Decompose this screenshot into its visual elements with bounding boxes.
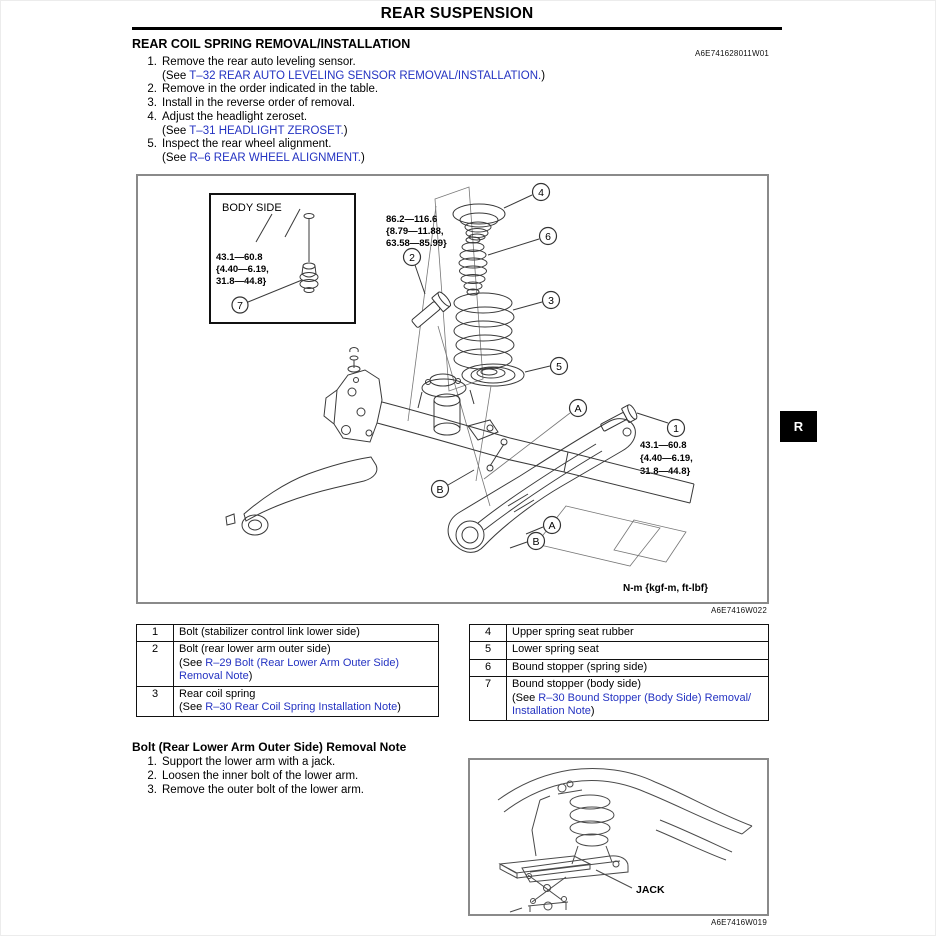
table-row bbox=[470, 677, 769, 721]
table-row bbox=[470, 642, 769, 659]
svg-text:3: 3 bbox=[548, 295, 554, 307]
text-line bbox=[162, 97, 355, 111]
svg-text:A: A bbox=[548, 520, 556, 532]
text-line bbox=[512, 661, 763, 674]
text-line bbox=[179, 657, 433, 670]
procedure-step bbox=[140, 111, 740, 138]
exploded-view-figure bbox=[136, 174, 769, 604]
cross-reference-link[interactable]: R–30 Rear Coil Spring Installation Note bbox=[205, 701, 398, 714]
parts-table-left bbox=[136, 624, 439, 717]
text-segment: Upper spring seat rubber bbox=[512, 626, 634, 638]
text-line bbox=[162, 111, 348, 125]
step-number: 5. bbox=[147, 138, 157, 151]
part-description-cell bbox=[507, 677, 769, 721]
part-description-cell bbox=[174, 642, 439, 686]
text-line bbox=[162, 125, 348, 139]
text-line bbox=[162, 152, 365, 166]
part-description-cell bbox=[174, 686, 439, 717]
step-number: 3. bbox=[147, 97, 157, 110]
part-number-cell: 5 bbox=[470, 642, 507, 659]
cross-reference-link[interactable]: R–29 Bolt (Rear Lower Arm Outer Side) bbox=[205, 656, 400, 669]
step-number: 2. bbox=[147, 83, 157, 96]
part-description-cell bbox=[174, 625, 439, 642]
procedure-step bbox=[140, 83, 740, 97]
text-line bbox=[179, 626, 433, 639]
part-description-cell bbox=[507, 659, 769, 676]
step-number: 1. bbox=[147, 56, 157, 68]
cross-reference-link[interactable]: T–31 HEADLIGHT ZEROSET. bbox=[189, 124, 344, 137]
step-number: 2. bbox=[147, 769, 157, 782]
title-rule bbox=[132, 27, 782, 30]
torque-body-side-line2: {4.40—6.19, bbox=[216, 264, 269, 275]
step-text: Remove the outer bolt of the lower arm. bbox=[162, 783, 364, 796]
text-segment: Inspect the rear wheel alignment. bbox=[162, 138, 332, 151]
torque-outer-bolt-line1: 43.1—60.8 bbox=[640, 440, 687, 451]
table-row bbox=[137, 686, 439, 717]
text-segment: (See bbox=[512, 691, 539, 704]
step-body bbox=[162, 111, 348, 138]
part-number-cell: 2 bbox=[137, 642, 174, 686]
parts-table-right bbox=[469, 624, 769, 721]
step-body bbox=[162, 97, 355, 111]
part-number-cell: 7 bbox=[470, 677, 507, 721]
section-tab-label: R bbox=[793, 419, 804, 434]
cross-reference-link[interactable]: T–32 REAR AUTO LEVELING SENSOR REMOVAL/INSTALLATION. bbox=[189, 69, 542, 82]
text-line bbox=[162, 56, 545, 70]
text-line bbox=[179, 670, 433, 683]
note-step bbox=[140, 784, 364, 798]
step-text: Loosen the inner bolt of the lower arm. bbox=[162, 769, 359, 782]
text-segment: (See bbox=[179, 656, 206, 669]
text-segment: ) bbox=[397, 701, 401, 714]
text-segment: (See bbox=[162, 151, 190, 164]
part-number-cell: 6 bbox=[470, 659, 507, 676]
outer-bolt bbox=[598, 403, 638, 434]
torque-upper-bolt-line2: {8.79—11.88, bbox=[386, 226, 444, 237]
text-segment: (See bbox=[162, 124, 190, 137]
text-line bbox=[512, 626, 763, 639]
cross-reference-link[interactable]: Installation Note bbox=[512, 705, 591, 718]
text-line bbox=[162, 83, 378, 97]
text-segment: Bound stopper (spring side) bbox=[512, 660, 648, 673]
text-segment: Bolt (rear lower arm outer side) bbox=[179, 643, 331, 656]
cross-reference-link[interactable]: R–6 REAR WHEEL ALIGNMENT. bbox=[189, 151, 361, 164]
text-line bbox=[179, 643, 433, 656]
suspension-structure bbox=[226, 348, 694, 553]
part-number-cell: 4 bbox=[470, 625, 507, 642]
svg-text:B: B bbox=[532, 536, 540, 548]
torque-body-side-line1: 43.1—60.8 bbox=[216, 252, 263, 263]
text-segment: ) bbox=[360, 151, 365, 164]
cross-reference-link[interactable]: Removal Note bbox=[179, 670, 249, 683]
page-title: REAR SUSPENSION bbox=[380, 5, 534, 22]
table-row bbox=[470, 659, 769, 676]
cross-reference-link[interactable]: R–30 Bound Stopper (Body Side) Removal/ bbox=[538, 691, 752, 704]
note-step bbox=[140, 770, 364, 784]
text-line bbox=[179, 701, 433, 714]
text-line bbox=[162, 138, 365, 152]
torque-upper-bolt-line3: 63.58—85.99} bbox=[386, 238, 447, 249]
part-number-cell: 1 bbox=[137, 625, 174, 642]
removal-note-heading: Bolt (Rear Lower Arm Outer Side) Removal Note bbox=[132, 740, 407, 754]
step-number: 1. bbox=[147, 756, 157, 768]
torque-body-side-line3: 31.8—44.8} bbox=[216, 276, 267, 287]
figure-code-jack: A6E7416W019 bbox=[710, 918, 767, 927]
jack-sketch bbox=[498, 769, 752, 913]
svg-text:A: A bbox=[574, 403, 582, 415]
text-line bbox=[512, 692, 763, 705]
text-segment: Adjust the headlight zeroset. bbox=[162, 110, 308, 123]
text-line bbox=[512, 678, 763, 691]
step-body bbox=[162, 56, 545, 83]
removal-note-steps bbox=[140, 756, 364, 798]
table-row bbox=[137, 642, 439, 686]
doc-code: A6E741628011W01 bbox=[694, 49, 769, 58]
svg-text:5: 5 bbox=[556, 361, 562, 373]
exploded-view-diagram bbox=[138, 176, 767, 602]
torque-outer-bolt-line2: {4.40—6.19, bbox=[640, 453, 693, 464]
torque-outer-bolt-line3: 31.8—44.8} bbox=[640, 466, 691, 477]
procedure-step bbox=[140, 138, 740, 165]
text-segment: (See bbox=[179, 701, 206, 714]
text-segment: (See bbox=[162, 69, 190, 82]
text-line bbox=[512, 705, 763, 718]
step-body bbox=[162, 138, 365, 165]
text-segment: ) bbox=[343, 124, 348, 137]
jack-label: JACK bbox=[636, 884, 665, 896]
svg-text:6: 6 bbox=[545, 231, 551, 243]
figure-code-main: A6E7416W022 bbox=[710, 606, 767, 615]
procedure-step bbox=[140, 56, 740, 83]
text-segment: ) bbox=[248, 670, 253, 683]
step-number: 4. bbox=[147, 110, 157, 123]
text-segment: Remove the rear auto leveling sensor. bbox=[162, 56, 356, 68]
part-number-cell: 3 bbox=[137, 686, 174, 717]
text-segment: Remove in the order indicated in the table. bbox=[162, 83, 379, 96]
procedure-steps bbox=[140, 56, 740, 166]
part-description-cell bbox=[507, 625, 769, 642]
text-line bbox=[162, 70, 545, 84]
section-heading: REAR COIL SPRING REMOVAL/INSTALLATION bbox=[132, 37, 411, 51]
text-segment: Bolt (stabilizer control link lower side) bbox=[179, 626, 360, 638]
body-side-label: BODY SIDE bbox=[222, 202, 282, 214]
jack-diagram bbox=[470, 760, 767, 914]
svg-text:2: 2 bbox=[409, 252, 415, 264]
text-segment: Rear coil spring bbox=[179, 687, 256, 700]
parts-tables bbox=[136, 624, 769, 721]
torque-upper-bolt-line1: 86.2—116.6 bbox=[386, 214, 438, 225]
table-row bbox=[137, 625, 439, 642]
text-line bbox=[512, 643, 763, 656]
step-text: Support the lower arm with a jack. bbox=[162, 756, 336, 768]
lower-arm-outer-bolt bbox=[409, 290, 453, 331]
part-description-cell bbox=[507, 642, 769, 659]
table-row bbox=[470, 625, 769, 642]
text-segment: ) bbox=[590, 705, 595, 718]
svg-text:4: 4 bbox=[538, 187, 544, 199]
units-note: N-m {kgf-m, ft-lbf} bbox=[623, 583, 708, 594]
text-segment: Bound stopper (body side) bbox=[512, 678, 642, 691]
text-segment: Lower spring seat bbox=[512, 643, 599, 656]
svg-text:1: 1 bbox=[673, 423, 679, 435]
svg-text:7: 7 bbox=[237, 300, 243, 312]
note-step bbox=[140, 756, 364, 770]
text-segment: Install in the reverse order of removal. bbox=[162, 97, 356, 110]
text-segment: ) bbox=[541, 69, 546, 82]
section-tab-r[interactable] bbox=[780, 411, 817, 442]
body-side-inset bbox=[210, 194, 355, 323]
text-line bbox=[179, 688, 433, 701]
spring-stack bbox=[453, 195, 550, 481]
step-body bbox=[162, 83, 378, 97]
procedure-step bbox=[140, 97, 740, 111]
step-number: 3. bbox=[147, 783, 157, 796]
svg-text:B: B bbox=[436, 484, 444, 496]
jack-figure bbox=[468, 758, 769, 916]
